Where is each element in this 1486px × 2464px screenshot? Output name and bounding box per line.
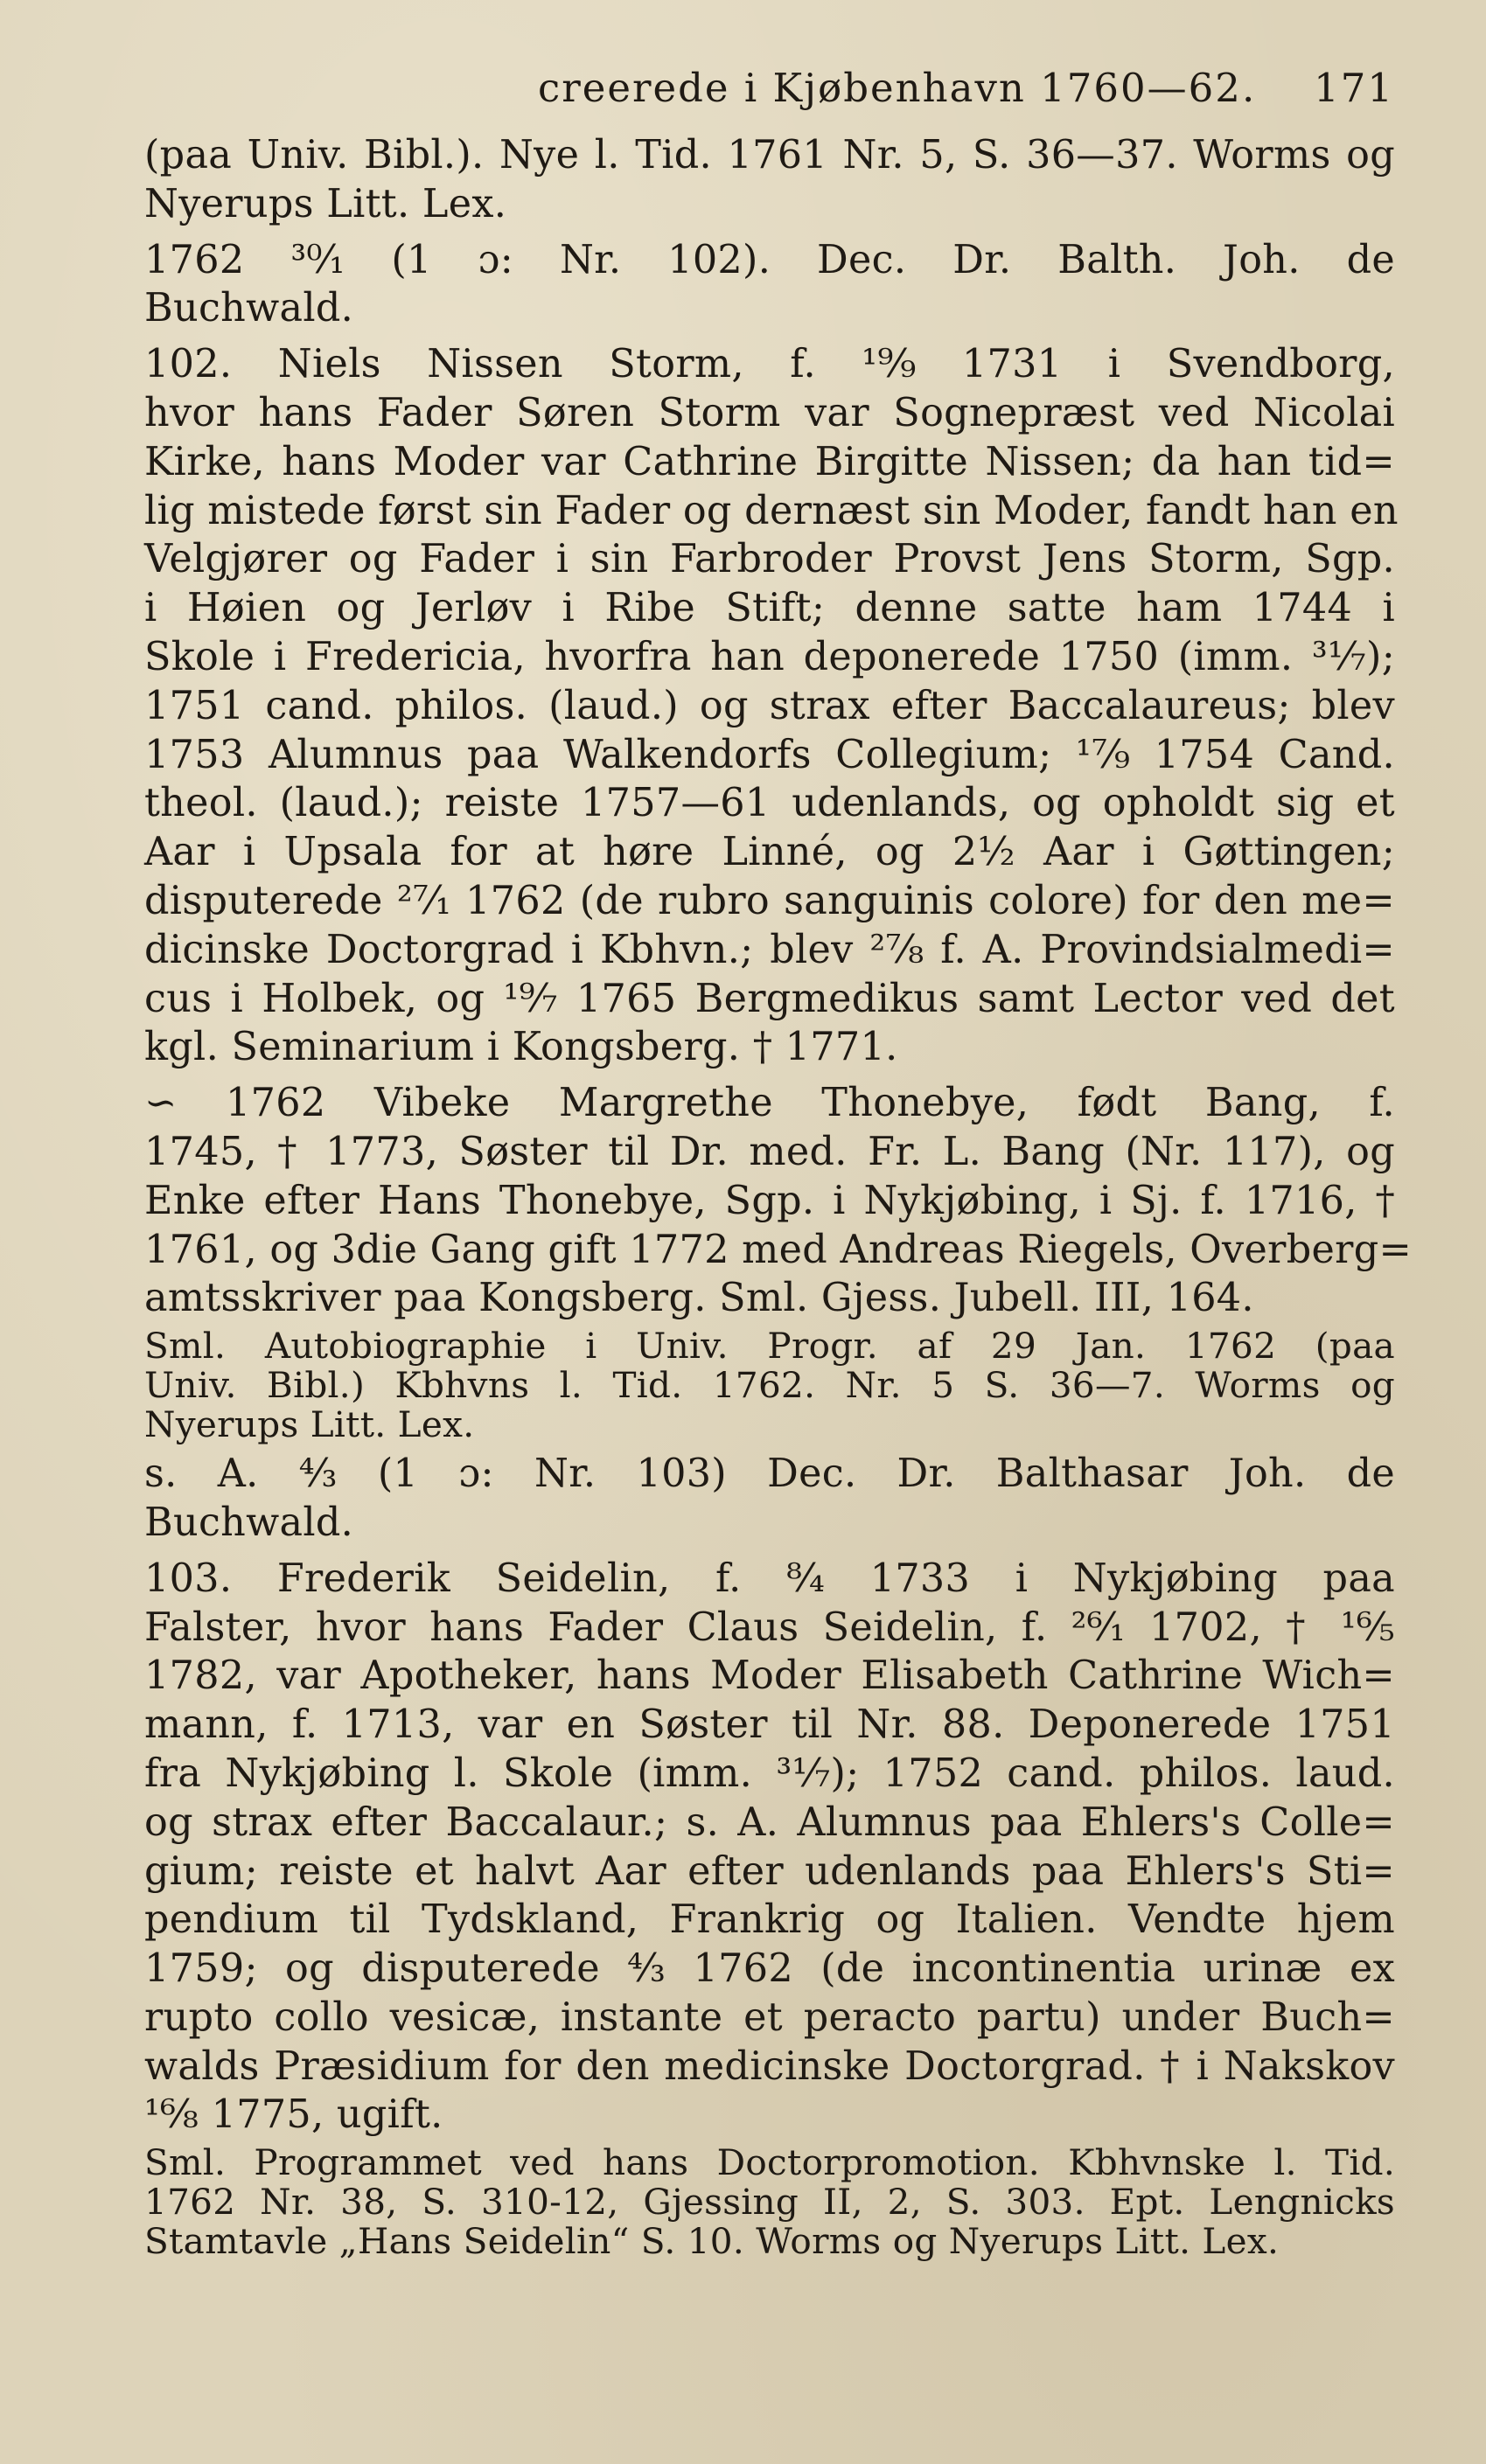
text-line: Kirke, hans Moder var Cathrine Birgitte Nissen; da han tid= bbox=[144, 439, 1395, 484]
text-line: cus i Holbek, og ¹⁹⁄₇ 1765 Bergmedikus samt Lector ved det bbox=[144, 976, 1395, 1021]
text-line: s. A. ⁴⁄₃ (1 ɔ: Nr. 103) Dec. Dr. Balthasar Joh. de bbox=[144, 1451, 1395, 1497]
text-line: 1762 Nr. 38, S. 310-12, Gjessing II, 2, S. 303. Ept. Lengnicks bbox=[144, 2181, 1395, 2224]
text-line: rupto collo vesicæ, instante et peracto partu) under Buch= bbox=[144, 1994, 1395, 2040]
text-line: 1745, † 1773, Søster til Dr. med. Fr. L. Bang (Nr. 117), og bbox=[144, 1129, 1395, 1174]
text-line: Sml. Autobiographie i Univ. Progr. af 29 Jan. 1762 (paa bbox=[144, 1325, 1395, 1368]
running-head-title: creerede i Kjøbenhavn 1760—62. bbox=[538, 65, 1257, 111]
text-line: 103. Frederik Seidelin, f. ⁸⁄₄ 1733 i Nykjøbing paa bbox=[144, 1556, 1395, 1601]
text-line: walds Præsidium for den medicinske Doctorgrad. † i Nakskov bbox=[144, 2043, 1395, 2089]
text-line: i Høien og Jerløv i Ribe Stift; denne satte ham 1744 i bbox=[144, 586, 1395, 631]
text-line: Buchwald. bbox=[144, 1500, 354, 1545]
text-line: Enke efter Hans Thonebye, Sgp. i Nykjøbing, i Sj. f. 1716, † bbox=[144, 1178, 1395, 1223]
year-heading-same-year bbox=[144, 1450, 1395, 1548]
text-line: 1753 Alumnus paa Walkendorfs Collegium; ¹⁷⁄₉ 1754 Cand. bbox=[144, 732, 1395, 777]
page-body bbox=[144, 131, 1413, 2263]
text-line: 1759; og disputerede ⁴⁄₃ 1762 (de incontinentia urinæ ex bbox=[144, 1946, 1395, 1992]
block-spacer bbox=[144, 333, 1395, 340]
text-line: theol. (laud.); reiste 1757—61 udenlands, og opholdt sig et bbox=[144, 781, 1395, 826]
text-line: og strax efter Baccalaur.; s. A. Alumnus paa Ehlers's Colle= bbox=[144, 1799, 1395, 1845]
sources-103 bbox=[144, 2143, 1395, 2261]
text-line: gium; reiste et halvt Aar efter udenlands paa Ehlers's Sti= bbox=[144, 1848, 1395, 1894]
text-line: fra Nykjøbing l. Skole (imm. ³¹⁄₇); 1752 cand. philos. laud. bbox=[144, 1751, 1395, 1796]
text-line: Nyerups Litt. Lex. bbox=[144, 1403, 475, 1446]
text-line: mann, f. 1713, var en Søster til Nr. 88. Deponerede 1751 bbox=[144, 1702, 1395, 1748]
text-line: (paa Univ. Bibl.). Nye l. Tid. 1761 Nr. 5, S. 36—37. Worms og bbox=[144, 133, 1395, 177]
page-number: 171 bbox=[1314, 65, 1394, 111]
entry-103 bbox=[144, 1555, 1395, 2140]
text-line: Velgjører og Fader i sin Farbroder Provst Jens Storm, Sgp. bbox=[144, 537, 1395, 582]
text-line: 1761, og 3die Gang gift 1772 med Andreas Riegels, Overberg= bbox=[144, 1227, 1413, 1272]
text-line: 1762 ³⁰⁄₁ (1 ɔ: Nr. 102). Dec. Dr. Balth. Joh. de bbox=[144, 237, 1395, 282]
text-line: Stamtavle „Hans Seidelin“ S. 10. Worms og Nyerups Litt. Lex. bbox=[144, 2220, 1280, 2263]
sources-101 bbox=[144, 131, 1395, 229]
text-line: ¹⁶⁄₈ 1775, ugift. bbox=[144, 2092, 443, 2138]
running-head bbox=[144, 52, 1394, 131]
text-line: lig mistede først sin Fader og dernæst sin Moder, fandt han en bbox=[144, 488, 1399, 533]
text-line: pendium til Tydskland, Frankrig og Italien. Vendte hjem bbox=[144, 1897, 1395, 1943]
text-line: Buchwald. bbox=[144, 286, 354, 331]
text-line: 102. Niels Nissen Storm, f. ¹⁹⁄₉ 1731 i Svendborg, bbox=[144, 342, 1395, 387]
entry-102 bbox=[144, 340, 1399, 1072]
text-line: Univ. Bibl.) Kbhvns l. Tid. 1762. Nr. 5 S. 36—7. Worms og bbox=[144, 1364, 1395, 1407]
block-spacer bbox=[144, 1548, 1395, 1555]
text-line: 1751 cand. philos. (laud.) og strax efter Baccalaureus; blev bbox=[144, 683, 1395, 728]
text-line: hvor hans Fader Søren Storm var Sognepræst ved Nicolai bbox=[144, 390, 1395, 435]
text-line: Falster, hvor hans Fader Claus Seidelin, f. ²⁶⁄₁ 1702, † ¹⁶⁄₅ bbox=[144, 1604, 1395, 1650]
text-line: Sml. Programmet ved hans Doctorpromotion. Kbhvnske l. Tid. bbox=[144, 2141, 1395, 2184]
text-line: Nyerups Litt. Lex. bbox=[144, 181, 507, 226]
block-spacer bbox=[144, 1072, 1395, 1079]
block-spacer bbox=[144, 229, 1395, 236]
text-line: kgl. Seminarium i Kongsberg. † 1771. bbox=[144, 1025, 898, 1070]
text-line: 1782, var Apotheker, hans Moder Elisabeth Cathrine Wich= bbox=[144, 1653, 1395, 1699]
text-line: dicinske Doctorgrad i Kbhvn.; blev ²⁷⁄₈ f. A. Provindsialmedi= bbox=[144, 927, 1395, 972]
sources-102 bbox=[144, 1326, 1395, 1444]
text-line: amtsskriver paa Kongsberg. Sml. Gjess. Jubell. III, 164. bbox=[144, 1276, 1254, 1321]
entry-102-marriage bbox=[144, 1079, 1413, 1323]
text-line: Aar i Upsala for at høre Linné, og 2½ Aar i Gøttingen; bbox=[144, 830, 1395, 875]
text-line: ∽ 1762 Vibeke Margrethe Thonebye, født Bang, f. bbox=[144, 1081, 1395, 1126]
text-line: disputerede ²⁷⁄₁ 1762 (de rubro sanguinis colore) for den me= bbox=[144, 878, 1395, 923]
year-heading-1762 bbox=[144, 236, 1395, 334]
text-line: Skole i Fredericia, hvorfra han deponerede 1750 (imm. ³¹⁄₇); bbox=[144, 634, 1395, 679]
